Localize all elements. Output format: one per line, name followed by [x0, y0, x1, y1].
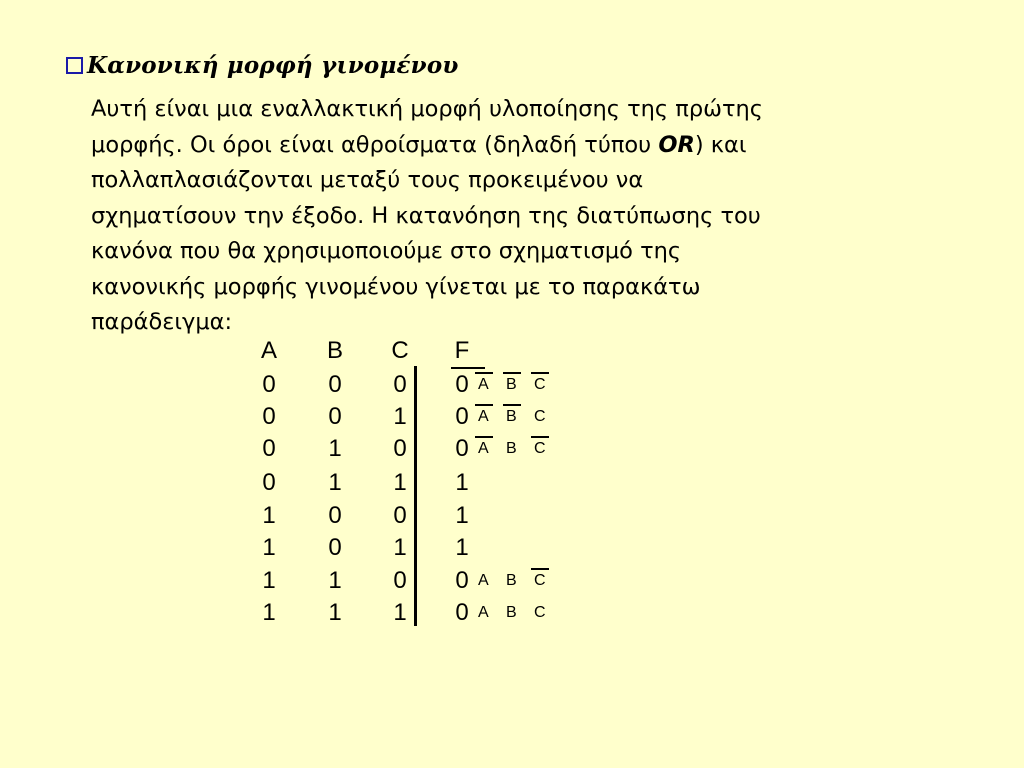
table-cell-b: 0 [328, 371, 342, 398]
table-cell-a: 0 [262, 403, 276, 430]
complemented-variable: B [506, 407, 534, 427]
complemented-variable: A [478, 375, 506, 395]
slide-heading [66, 50, 459, 80]
table-cell-c: 0 [393, 502, 407, 529]
maxterm [478, 603, 562, 623]
table-cell-f: 0 [455, 435, 469, 462]
paragraph-line: κανονικής μορφής γινομένου γίνεται με το παρακάτω [91, 273, 701, 300]
table-header-a: A [260, 337, 277, 364]
variable: B [506, 440, 517, 457]
table-cell-c: 0 [393, 371, 407, 398]
truth-table [240, 336, 560, 636]
table-cell-b: 0 [328, 534, 342, 561]
table-cell-f: 1 [455, 534, 469, 561]
table-cell-b: 1 [328, 599, 342, 626]
complemented-variable: C [534, 439, 562, 459]
maxterm [478, 375, 562, 395]
table-cell-b: 0 [328, 403, 342, 430]
table-header-b: B [326, 337, 343, 364]
table-cell-f: 1 [455, 502, 469, 529]
table-cell-c: 1 [393, 534, 407, 561]
table-cell-f: 0 [455, 567, 469, 594]
complemented-variable: C [534, 571, 562, 591]
table-cell-a: 0 [262, 469, 276, 496]
complemented-variable: B [506, 375, 534, 395]
table-cell-b: 1 [328, 469, 342, 496]
table-header-c: C [391, 337, 409, 364]
maxterm [478, 407, 562, 427]
table-cell-a: 1 [262, 534, 276, 561]
table-cell-f: 0 [455, 371, 469, 398]
paragraph-line: πολλαπλασιάζονται μεταξύ τους προκειμένου να [91, 167, 644, 193]
table-cell-b: 0 [328, 502, 342, 529]
paragraph-text: μορφής. Οι όροι είναι αθροίσματα (δηλαδή τύπου [91, 131, 659, 158]
paragraph-line [91, 128, 951, 164]
table-cell-c: 1 [393, 403, 407, 430]
table-cell-a: 1 [262, 599, 276, 626]
table-cell-b: 1 [328, 567, 342, 594]
square-bullet-icon [66, 57, 83, 74]
table-cell-f: 1 [455, 469, 469, 496]
paragraph-line: Αυτή είναι μια εναλλακτική μορφή υλοποίησης της πρώτης [91, 96, 763, 122]
variable: A [478, 572, 489, 589]
table-cell-c: 1 [393, 469, 407, 496]
variable: C [534, 604, 546, 621]
table-cell-c: 0 [393, 567, 407, 594]
table-cell-a: 0 [262, 371, 276, 398]
variable: B [506, 604, 517, 621]
variable: A [478, 604, 489, 621]
paragraph-line: κανόνα που θα χρησιμοποιούμε στο σχηματισμό της [91, 238, 682, 264]
variable: B [506, 572, 517, 589]
maxterm [478, 571, 562, 591]
paragraph-line: σχηματίσουν την έξοδο. Η κατανόηση της διατύπωσης του [91, 202, 761, 229]
table-cell-f: 0 [455, 599, 469, 626]
or-emphasis: OR [658, 131, 695, 158]
complemented-variable: A [478, 439, 506, 459]
paragraph-line: παράδειγμα: [91, 309, 233, 335]
complemented-variable: C [534, 375, 562, 395]
paragraph-text: ) και [694, 131, 747, 158]
table-cell-a: 0 [262, 435, 276, 462]
table-cell-a: 1 [262, 567, 276, 594]
table-header-f: F [454, 337, 470, 364]
variable: C [534, 408, 546, 425]
heading-title: Κανονική μορφή γινομένου [87, 51, 459, 79]
table-cell-f: 0 [455, 403, 469, 430]
body-paragraph [91, 92, 951, 341]
table-cell-a: 1 [262, 502, 276, 529]
header-rule [451, 367, 485, 369]
table-cell-c: 1 [393, 599, 407, 626]
maxterm [478, 439, 562, 459]
table-cell-b: 1 [328, 435, 342, 462]
complemented-variable: A [478, 407, 506, 427]
table-cell-c: 0 [393, 435, 407, 462]
